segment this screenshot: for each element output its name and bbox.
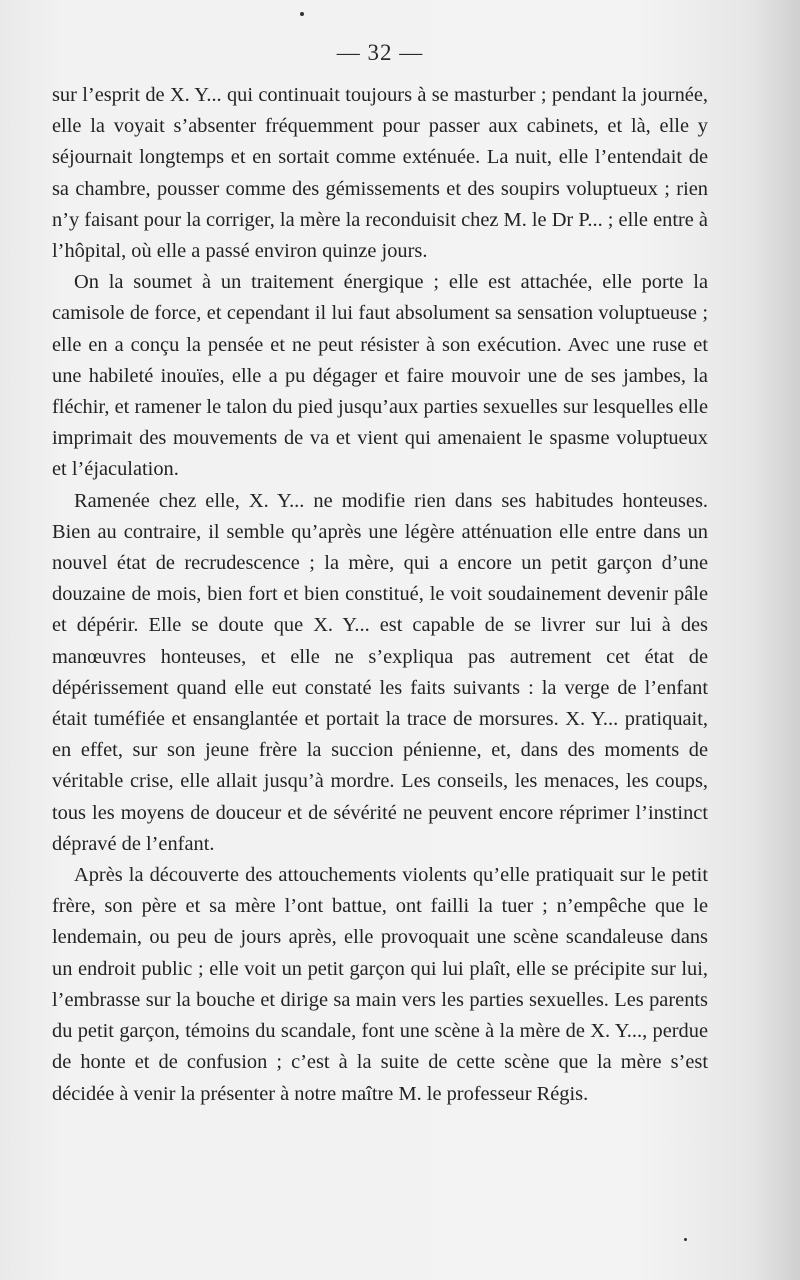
body-text <box>52 80 708 1110</box>
paragraph-1: sur l’esprit de X. Y... qui continuait toujours à se masturber ; pendant la journée, elle la voyait s’absenter fréquemment pour passer aux cabinets, et là, elle y séjournait longtemps et en sortait comme exténuée. La nuit, elle l’entendait de sa chambre, pousser comme des gémissements et des soupirs voluptueux ; rien n’y faisant pour la corriger, la mère la reconduisit chez M. le Dr P... ; elle entre à l’hôpital, où elle a passé environ quinze jours. <box>52 84 708 263</box>
page-number: — 32 — <box>336 40 424 65</box>
paragraph-3: Ramenée chez elle, X. Y... ne modifie rien dans ses habitudes honteuses. Bien au contraire, il semble qu’après une légère atténuation elle entre dans un nouvel état de recrudescence ; la mère, qui a encore un petit garçon d’une douzaine de mois, bien fort et bien constitué, le voit soudainement devenir pâle et dépérir. Elle se doute que X. Y... est capable de se livrer sur lui à des manœuvres honteuses, et elle ne s’expliqua pas autrement cet état de dépérissement quand elle eut constaté les faits suivants : la verge de l’enfant était tuméfiée et ensanglantée et portait la trace de morsures. X. Y... pratiquait, en effet, sur son jeune frère la succion pénienne, et, dans des moments de véritable crise, elle allait jusqu’à mordre. Les conseils, les menaces, les coups, tous les moyens de douceur et de sévérité ne peuvent encore réprimer l’instinct dépravé de l’enfant. <box>52 489 708 855</box>
ink-speck <box>684 1238 687 1241</box>
ink-speck <box>300 12 304 16</box>
paragraph-2: On la soumet à un traitement énergique ; elle est attachée, elle porte la camisole de force, et cependant il lui faut absolument sa sensation voluptueuse ; elle en a conçu la pensée et ne peut résister à son exécution. Avec une ruse et une habileté inouïes, elle a pu dégager et faire mouvoir une de ses jambes, la fléchir, et ramener le talon du pied jusqu’aux parties sexuelles sur lesquelles elle imprimait des mouvements de va et vient qui amenaient le spasme voluptueux et l’éjaculation. <box>52 271 708 481</box>
paragraph-4: Après la découverte des attouchements violents qu’elle pratiquait sur le petit frère, son père et sa mère l’ont battue, ont failli la tuer ; n’empêche que le lendemain, ou peu de jours après, elle provoquait une scène scandaleuse dans un endroit public ; elle voit un petit garçon qui lui plaît, elle se précipite sur lui, l’embrasse sur la bouche et dirige sa main vers les parties sexuelles. Les parents du petit garçon, témoins du scandale, font une scène à la mère de X. Y..., perdue de honte et de confusion ; c’est à la suite de cette scène que la mère s’est décidée à venir la présenter à notre maître M. le professeur Régis. <box>52 864 708 1105</box>
